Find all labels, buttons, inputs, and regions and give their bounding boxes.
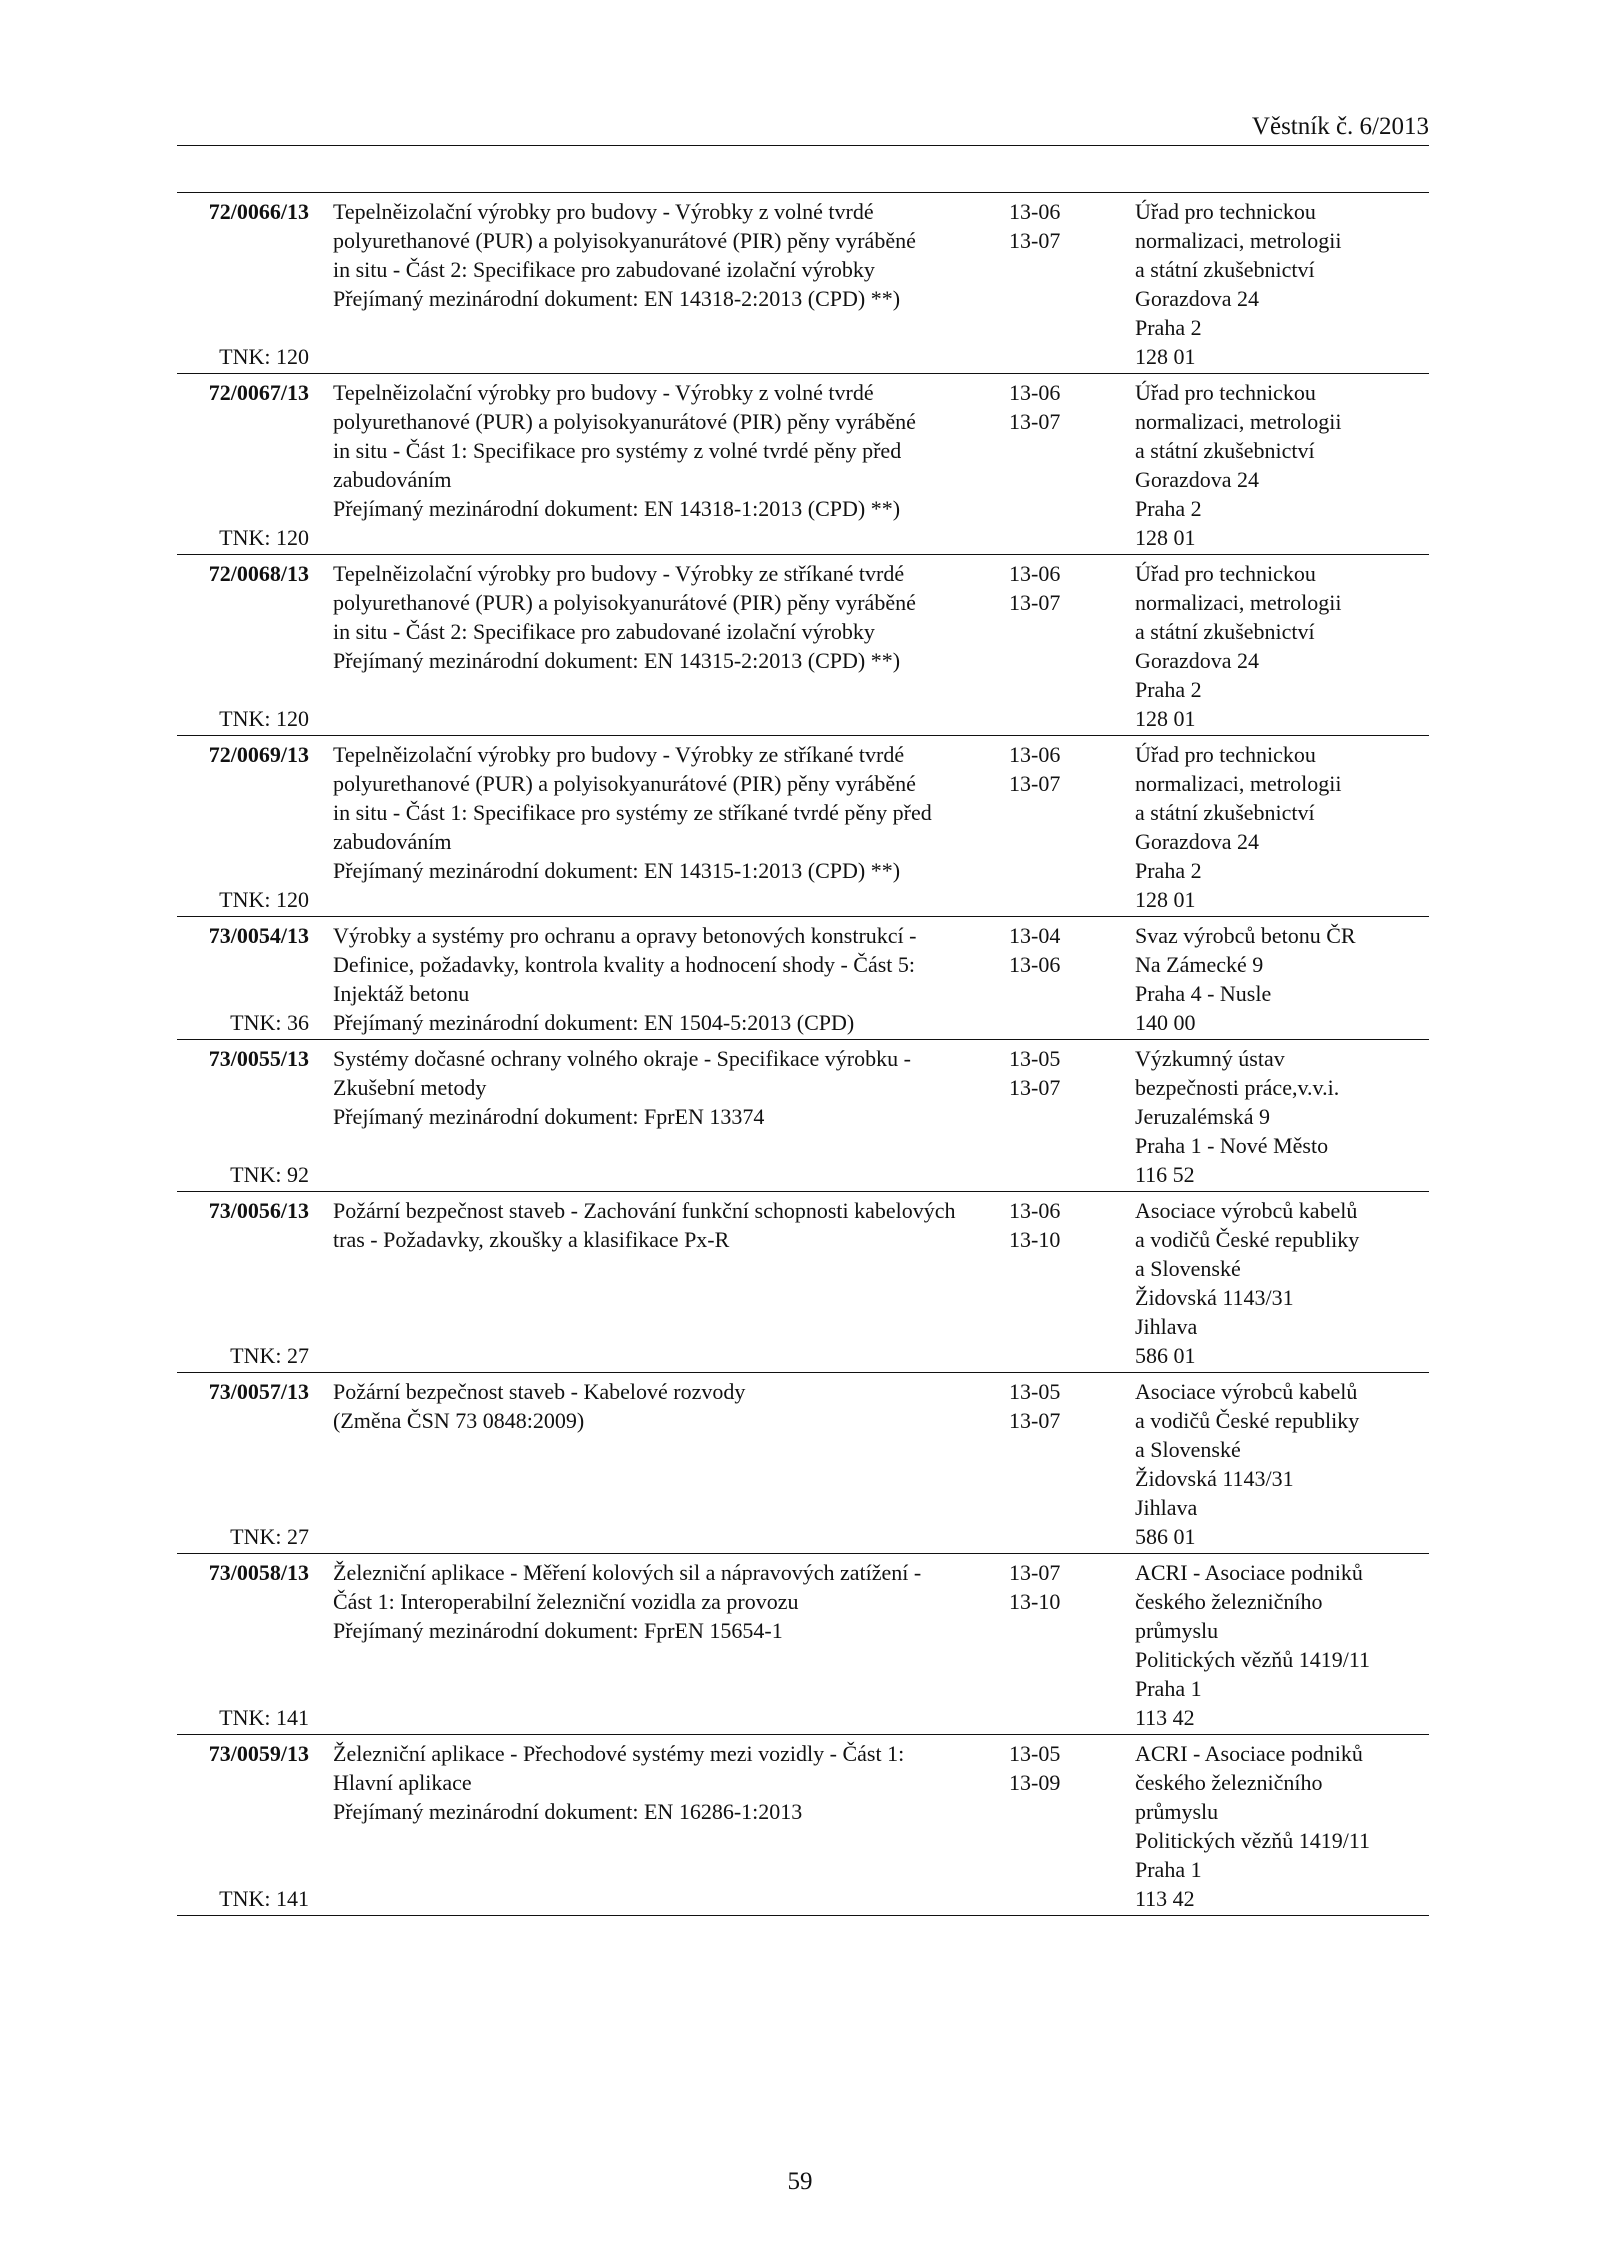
entry-code: 73/0054/13 (208, 923, 309, 948)
date-value: 13-07 (1009, 590, 1061, 615)
description-line: Přejímaný mezinárodní dokument: FprEN 15654-1 (333, 1618, 783, 1643)
contact-line: českého železničního (1135, 1770, 1323, 1795)
table-row (177, 374, 1429, 555)
contact-line: normalizaci, metrologii (1135, 771, 1342, 796)
description-line: in situ - Část 2: Specifikace pro zabudované izolační výrobky (333, 619, 875, 644)
contact-line: Praha 1 (1135, 1676, 1202, 1701)
description-line: polyurethanové (PUR) a polyisokyanurátové (PIR) pěny vyráběné (333, 771, 916, 796)
entry-id-cell (177, 921, 309, 1037)
entry-code: 73/0056/13 (208, 1198, 309, 1223)
entry-description (309, 1739, 999, 1913)
date-value: 13-06 (1009, 1198, 1061, 1223)
contact-line: bezpečnosti práce,v.v.i. (1135, 1075, 1340, 1100)
contact-line: a Slovenské (1135, 1437, 1241, 1462)
entry-id-cell (177, 1377, 309, 1551)
entry-tnk: TNK: 27 (230, 1524, 309, 1549)
contact-line: ACRI - Asociace podniků (1135, 1741, 1363, 1766)
contact-line: 113 42 (1135, 1705, 1195, 1730)
entry-contact (1135, 1739, 1429, 1913)
entry-code: 72/0069/13 (208, 742, 309, 767)
description-line: Přejímaný mezinárodní dokument: FprEN 13374 (333, 1104, 765, 1129)
entry-dates (999, 740, 1135, 914)
entry-contact (1135, 740, 1429, 914)
contact-line: Praha 2 (1135, 496, 1202, 521)
date-value: 13-07 (1009, 1560, 1061, 1585)
contact-line: Gorazdova 24 (1135, 829, 1260, 854)
description-line: Přejímaný mezinárodní dokument: EN 14315-1:2013 (CPD) **) (333, 858, 901, 883)
description-line: in situ - Část 1: Specifikace pro systémy ze stříkané tvrdé pěny před (333, 800, 932, 825)
entry-code: 73/0057/13 (208, 1379, 309, 1404)
contact-line: Politických vězňů 1419/11 (1135, 1647, 1371, 1672)
entry-code: 72/0066/13 (208, 199, 309, 224)
entry-description (309, 378, 999, 552)
contact-line: Židovská 1143/31 (1135, 1466, 1294, 1491)
description-line: zabudováním (333, 829, 452, 854)
entry-code: 72/0067/13 (208, 380, 309, 405)
entry-id-cell (177, 1739, 309, 1913)
description-line: tras - Požadavky, zkoušky a klasifikace Px-R (333, 1227, 730, 1252)
contact-line: Gorazdova 24 (1135, 286, 1260, 311)
contact-line: normalizaci, metrologii (1135, 228, 1342, 253)
entry-description (309, 197, 999, 371)
contact-line: a státní zkušebnictví (1135, 438, 1315, 463)
description-line: Přejímaný mezinárodní dokument: EN 14315-2:2013 (CPD) **) (333, 648, 901, 673)
description-line: Přejímaný mezinárodní dokument: EN 1504-5:2013 (CPD) (333, 1010, 855, 1035)
contact-line: Výzkumný ústav (1135, 1046, 1285, 1071)
entry-id-cell (177, 559, 309, 733)
date-value: 13-07 (1009, 1408, 1061, 1433)
entry-dates (999, 559, 1135, 733)
description-line: Tepelněizolační výrobky pro budovy - Výrobky ze stříkané tvrdé (333, 561, 905, 586)
entry-contact (1135, 1377, 1429, 1551)
table-row (177, 1192, 1429, 1373)
entry-contact (1135, 559, 1429, 733)
contact-line: Úřad pro technickou (1135, 742, 1316, 767)
entry-description (309, 740, 999, 914)
contact-line: 586 01 (1135, 1343, 1196, 1368)
contact-line: a státní zkušebnictví (1135, 619, 1315, 644)
entry-code: 73/0055/13 (208, 1046, 309, 1071)
entry-id-cell (177, 740, 309, 914)
contact-line: Gorazdova 24 (1135, 648, 1260, 673)
date-value: 13-06 (1009, 742, 1061, 767)
table-row (177, 917, 1429, 1040)
contact-line: Úřad pro technickou (1135, 199, 1316, 224)
contact-line: 586 01 (1135, 1524, 1196, 1549)
entry-dates (999, 1044, 1135, 1189)
date-value: 13-06 (1009, 561, 1061, 586)
contact-line: průmyslu (1135, 1618, 1219, 1643)
table-row (177, 1735, 1429, 1916)
date-value: 13-07 (1009, 771, 1061, 796)
entry-description (309, 1558, 999, 1732)
entry-dates (999, 197, 1135, 371)
description-line: zabudováním (333, 467, 452, 492)
entry-tnk: TNK: 141 (219, 1886, 309, 1911)
contact-line: průmyslu (1135, 1799, 1219, 1824)
date-value: 13-10 (1009, 1227, 1061, 1252)
description-line: Tepelněizolační výrobky pro budovy - Výrobky z volné tvrdé (333, 199, 874, 224)
date-value: 13-07 (1009, 1075, 1061, 1100)
entry-dates (999, 1558, 1135, 1732)
date-value: 13-09 (1009, 1770, 1061, 1795)
entry-tnk: TNK: 120 (219, 887, 309, 912)
contact-line: normalizaci, metrologii (1135, 590, 1342, 615)
contact-line: Jeruzalémská 9 (1135, 1104, 1270, 1129)
entry-description (309, 1196, 999, 1370)
contact-line: Židovská 1143/31 (1135, 1285, 1294, 1310)
description-line: polyurethanové (PUR) a polyisokyanurátové (PIR) pěny vyráběné (333, 228, 916, 253)
entry-contact (1135, 1196, 1429, 1370)
contact-line: Úřad pro technickou (1135, 561, 1316, 586)
description-line: Přejímaný mezinárodní dokument: EN 16286-1:2013 (333, 1799, 803, 1824)
contact-line: Jihlava (1135, 1314, 1198, 1339)
entry-description (309, 559, 999, 733)
header-rule (177, 145, 1429, 146)
description-line: Přejímaný mezinárodní dokument: EN 14318-2:2013 (CPD) **) (333, 286, 901, 311)
description-line: polyurethanové (PUR) a polyisokyanurátové (PIR) pěny vyráběné (333, 590, 916, 615)
contact-line: Svaz výrobců betonu ČR (1135, 923, 1356, 948)
description-line: polyurethanové (PUR) a polyisokyanurátové (PIR) pěny vyráběné (333, 409, 916, 434)
date-value: 13-07 (1009, 228, 1061, 253)
contact-line: a vodičů České republiky (1135, 1227, 1360, 1252)
contact-line: a vodičů České republiky (1135, 1408, 1360, 1433)
contact-line: normalizaci, metrologii (1135, 409, 1342, 434)
table-row (177, 736, 1429, 917)
description-line: Požární bezpečnost staveb - Kabelové rozvody (333, 1379, 746, 1404)
date-value: 13-04 (1009, 923, 1061, 948)
contact-line: 128 01 (1135, 344, 1196, 369)
entry-dates (999, 921, 1135, 1037)
entry-tnk: TNK: 120 (219, 706, 309, 731)
entry-id-cell (177, 1558, 309, 1732)
entry-code: 73/0059/13 (208, 1741, 309, 1766)
page-header-title: Věstník č. 6/2013 (1251, 113, 1429, 140)
table-row (177, 1554, 1429, 1735)
table-row (177, 1040, 1429, 1192)
date-value: 13-06 (1009, 380, 1061, 405)
table-row (177, 555, 1429, 736)
entry-id-cell (177, 378, 309, 552)
date-value: 13-07 (1009, 409, 1061, 434)
entry-id-cell (177, 1196, 309, 1370)
description-line: Hlavní aplikace (333, 1770, 472, 1795)
description-line: (Změna ČSN 73 0848:2009) (333, 1408, 585, 1433)
contact-line: Úřad pro technickou (1135, 380, 1316, 405)
contact-line: Gorazdova 24 (1135, 467, 1260, 492)
contact-line: Praha 2 (1135, 677, 1202, 702)
contact-line: Praha 2 (1135, 315, 1202, 340)
contact-line: českého železničního (1135, 1589, 1323, 1614)
date-value: 13-05 (1009, 1046, 1061, 1071)
entry-contact (1135, 921, 1429, 1037)
contact-line: ACRI - Asociace podniků (1135, 1560, 1363, 1585)
date-value: 13-05 (1009, 1379, 1061, 1404)
description-line: in situ - Část 1: Specifikace pro systémy z volné tvrdé pěny před (333, 438, 902, 463)
entry-description (309, 921, 999, 1037)
entry-tnk: TNK: 141 (219, 1705, 309, 1730)
description-line: Požární bezpečnost staveb - Zachování funkční schopnosti kabelových (333, 1198, 956, 1223)
entry-dates (999, 1739, 1135, 1913)
entry-tnk: TNK: 120 (219, 344, 309, 369)
contact-line: Asociace výrobců kabelů (1135, 1379, 1358, 1404)
entry-description (309, 1377, 999, 1551)
contact-line: Praha 1 (1135, 1857, 1202, 1882)
entry-description (309, 1044, 999, 1189)
contact-line: 113 42 (1135, 1886, 1195, 1911)
contact-line: Asociace výrobců kabelů (1135, 1198, 1358, 1223)
table-row (177, 1373, 1429, 1554)
contact-line: Praha 1 - Nové Město (1135, 1133, 1329, 1158)
contact-line: 116 52 (1135, 1162, 1195, 1187)
page-number: 59 (787, 2168, 813, 2195)
contact-line: a Slovenské (1135, 1256, 1241, 1281)
contact-line: a státní zkušebnictví (1135, 800, 1315, 825)
contact-line: Praha 4 - Nusle (1135, 981, 1272, 1006)
entry-tnk: TNK: 27 (230, 1343, 309, 1368)
entry-contact (1135, 197, 1429, 371)
description-line: Železniční aplikace - Měření kolových sil a nápravových zatížení - (333, 1560, 922, 1585)
contact-line: a státní zkušebnictví (1135, 257, 1315, 282)
entry-dates (999, 1196, 1135, 1370)
date-value: 13-06 (1009, 952, 1061, 977)
date-value: 13-05 (1009, 1741, 1061, 1766)
contact-line: Politických vězňů 1419/11 (1135, 1828, 1371, 1853)
entry-code: 73/0058/13 (208, 1560, 309, 1585)
date-value: 13-06 (1009, 199, 1061, 224)
contact-line: Praha 2 (1135, 858, 1202, 883)
contact-line: 128 01 (1135, 887, 1196, 912)
entry-contact (1135, 1558, 1429, 1732)
contact-line: 128 01 (1135, 706, 1196, 731)
description-line: Systémy dočasné ochrany volného okraje - Specifikace výrobku - (333, 1046, 911, 1071)
entry-tnk: TNK: 36 (230, 1010, 309, 1035)
description-line: Tepelněizolační výrobky pro budovy - Výrobky z volné tvrdé (333, 380, 874, 405)
table-row (177, 193, 1429, 374)
entry-contact (1135, 378, 1429, 552)
description-line: Přejímaný mezinárodní dokument: EN 14318-1:2013 (CPD) **) (333, 496, 901, 521)
description-line: Zkušební metody (333, 1075, 487, 1100)
entry-id-cell (177, 1044, 309, 1189)
date-value: 13-10 (1009, 1589, 1061, 1614)
description-line: Železniční aplikace - Přechodové systémy mezi vozidly - Část 1: (333, 1741, 905, 1766)
contact-line: 128 01 (1135, 525, 1196, 550)
description-line: Výrobky a systémy pro ochranu a opravy betonových konstrukcí - (333, 923, 917, 948)
entry-id-cell (177, 197, 309, 371)
entry-contact (1135, 1044, 1429, 1189)
description-line: Definice, požadavky, kontrola kvality a hodnocení shody - Část 5: (333, 952, 916, 977)
entry-tnk: TNK: 120 (219, 525, 309, 550)
entry-tnk: TNK: 92 (230, 1162, 309, 1187)
entry-dates (999, 378, 1135, 552)
description-line: in situ - Část 2: Specifikace pro zabudované izolační výrobky (333, 257, 875, 282)
contact-line: Jihlava (1135, 1495, 1198, 1520)
entry-dates (999, 1377, 1135, 1551)
description-line: Tepelněizolační výrobky pro budovy - Výrobky ze stříkané tvrdé (333, 742, 905, 767)
description-line: Část 1: Interoperabilní železniční vozidla za provozu (333, 1589, 799, 1614)
entry-code: 72/0068/13 (208, 561, 309, 586)
contact-line: Na Zámecké 9 (1135, 952, 1264, 977)
contact-line: 140 00 (1135, 1010, 1196, 1035)
standards-table (177, 192, 1429, 1916)
description-line: Injektáž betonu (333, 981, 470, 1006)
